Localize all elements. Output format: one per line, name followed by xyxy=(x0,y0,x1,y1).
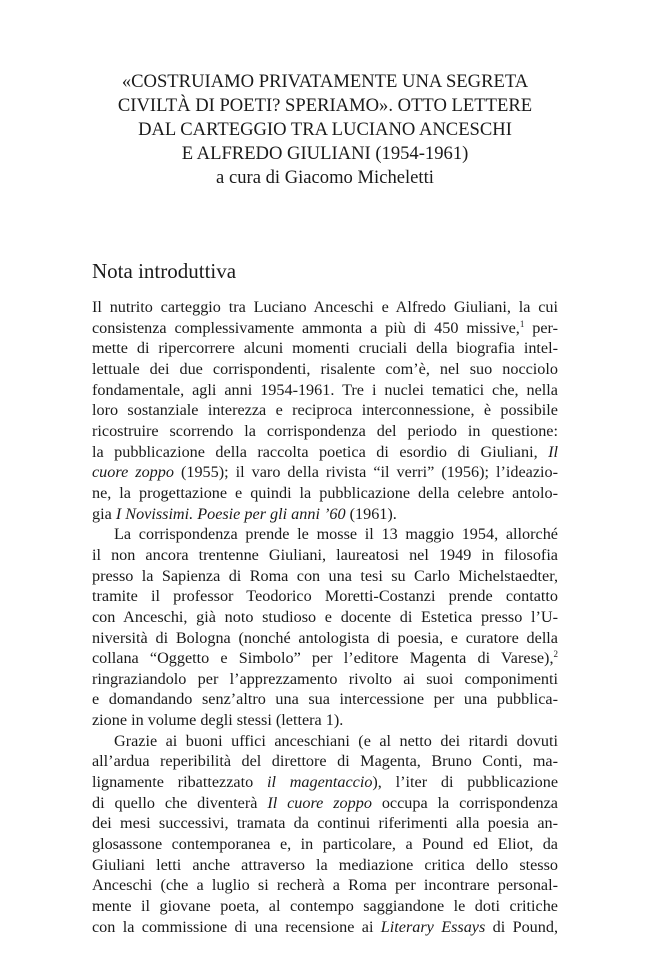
text-line: presso la Sapienza di Roma con una tesi su Carlo Michelstaedter, xyxy=(92,566,558,585)
text-line: Il nutrito carteggio tra Luciano Anceschi e Alfredo Giuliani, la cui xyxy=(92,298,558,316)
text-line: cuore zoppo (1955); il varo della rivista “il verri” (1956); l’ideazio- xyxy=(92,463,559,482)
text-line: ne, la progettazione e quindi la pubblicazione della celebre antolo- xyxy=(92,483,558,502)
text-line: dei mesi successivi, tramata da continui riferimenti alla poesia an- xyxy=(92,814,558,833)
text-line: lettuale dei due corrispondenti, risalente com’è, nel suo nocciolo xyxy=(92,359,558,378)
text-line: mette di ripercorrere alcuni momenti cruciali della biografia intel- xyxy=(92,339,558,358)
text-line: La corrispondenza prende le mosse il 13 maggio 1954, allorché xyxy=(114,525,558,544)
text-line: Giuliani letti anche attraverso la mediazione critica dello stesso xyxy=(92,855,558,874)
text-line: lignamente ribattezzato il magentaccio), l’iter di pubblicazione xyxy=(92,773,558,792)
text-line: gia I Novissimi. Poesie per gli anni ’60 (1961). xyxy=(92,504,397,523)
text-line: il non ancora trentenne Giuliani, laureatosi nel 1949 in filosofia xyxy=(92,545,558,564)
text-line: e domandando senz’altro una sua intercessione per una pubblica- xyxy=(92,690,558,709)
footnote-ref[interactable]: 2 xyxy=(553,649,558,660)
text-line: niversità di Bologna (nonché antologista di poesia, e curatore della xyxy=(92,628,558,647)
article-title xyxy=(0,70,650,190)
body-text xyxy=(92,297,558,937)
text-line: glosassone contemporanea e, in particolare, a Pound ed Eliot, da xyxy=(92,835,558,854)
text-line: con la commissione di una recensione ai Literary Essays di Pound, xyxy=(92,917,558,936)
text-line: Grazie ai buoni uffici anceschiani (e al netto dei ritardi dovuti xyxy=(114,731,558,750)
text-line: all’ardua reperibilità del direttore di Magenta, Bruno Conti, ma- xyxy=(92,752,558,771)
text-line: loro sostanziale interezza e reciproca interconnessione, è possibile xyxy=(92,401,558,420)
text-line: mente il giovane poeta, al contempo saggiandone le doti critiche xyxy=(92,897,558,916)
footnote-ref[interactable]: 1 xyxy=(519,318,525,329)
text-line: collana “Oggetto e Simbolo” per l’editore Magenta di Varese),$^2$ xyxy=(92,649,558,668)
title-line: «COSTRUIAMO PRIVATAMENTE UNA SEGRETA xyxy=(121,71,529,92)
title-line: DAL CARTEGGIO TRA LUCIANO ANCESCHI xyxy=(138,119,512,140)
text-line: zione in volume degli stessi (lettera 1). xyxy=(92,711,344,730)
text-line: ricostruire scorrendo la corrispondenza del periodo in questione: xyxy=(92,421,558,440)
text-line: di quello che diventerà Il cuore zoppo occupa la corrispondenza xyxy=(92,793,558,812)
text-line: tramite il professor Teodorico Moretti-Costanzi prende contatto xyxy=(92,587,558,606)
text-line: consistenza complessivamente ammonta a più di 450 missive,$^1$ per- xyxy=(92,318,558,337)
text-line: la pubblicazione della raccolta poetica di esordio di Giuliani, Il xyxy=(92,442,558,461)
text-line: con Anceschi, già noto studioso e docente di Estetica presso l’U- xyxy=(92,607,558,626)
title-line: E ALFREDO GIULIANI (1954-1961) xyxy=(181,143,469,164)
text-line: Anceschi (che a luglio si recherà a Roma per incontrare personal- xyxy=(92,876,558,895)
text-line: fondamentale, agli anni 1954-1961. Tre i nuclei tematici che, nella xyxy=(92,380,558,399)
title-line: CIVILTÀ DI POETI? SPERIAMO». OTTO LETTERE xyxy=(117,95,533,116)
text-line: ringraziandolo per l’apprezzamento rivolto ai suoi componimenti xyxy=(92,669,558,688)
section-heading: Nota introduttiva xyxy=(92,259,237,283)
editor-credit: a cura di Giacomo Micheletti xyxy=(216,167,434,188)
